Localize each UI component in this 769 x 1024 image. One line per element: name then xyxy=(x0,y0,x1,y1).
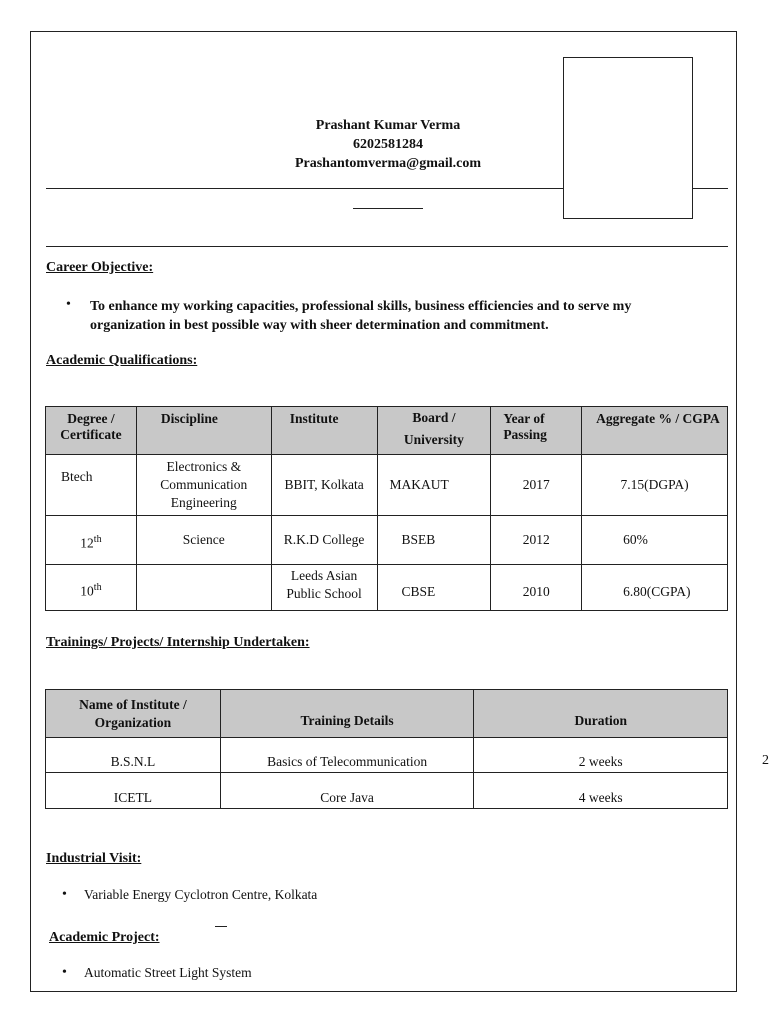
header-rule-short xyxy=(353,208,423,209)
header-degree: Degree / Certificate xyxy=(46,407,137,455)
cell-organization: ICETL xyxy=(46,773,221,809)
cell-organization: B.S.N.L xyxy=(46,738,221,773)
cell-degree: Btech xyxy=(46,455,137,516)
cell-aggregate: 6.80(CGPA) xyxy=(582,565,728,611)
academic-project-title: Academic Project: xyxy=(49,930,160,945)
cell-year: 2017 xyxy=(491,455,582,516)
candidate-name: Prashant Kumar Verma xyxy=(315,118,461,133)
cell-discipline: Science xyxy=(136,516,271,565)
header-year: Year of Passing xyxy=(491,407,582,455)
header-rule-right xyxy=(693,188,728,189)
cell-institute: BBIT, Kolkata xyxy=(271,455,377,516)
cell-institute: Leeds Asian Public School xyxy=(271,565,377,611)
academic-header-row xyxy=(46,407,728,455)
cell-duration: 2 weeks xyxy=(474,738,728,773)
trainings-header-row xyxy=(46,690,728,738)
cell-degree: 12th xyxy=(46,516,137,565)
header-divider xyxy=(46,246,728,247)
cell-duration: 4 weeks xyxy=(474,773,728,809)
academic-table xyxy=(45,406,728,611)
academic-qualifications-title: Academic Qualifications: xyxy=(46,353,198,368)
cell-institute: R.K.D College xyxy=(271,516,377,565)
candidate-email: Prashantomverma@gmail.com xyxy=(294,156,482,171)
header-rule-left xyxy=(46,188,563,189)
trainings-title: Trainings/ Projects/ Internship Undertaken: xyxy=(46,635,310,650)
candidate-phone: 6202581284 xyxy=(353,137,423,152)
header-board: Board / University xyxy=(377,407,491,455)
table-row xyxy=(46,773,728,809)
career-objective-title: Career Objective: xyxy=(46,260,154,275)
cell-discipline: Electronics & Communication Engineering xyxy=(136,455,271,516)
bullet-icon: • xyxy=(62,965,67,980)
header-aggregate: Aggregate % / CGPA xyxy=(582,407,728,455)
cell-board: CBSE xyxy=(377,565,491,611)
photo-placeholder xyxy=(563,57,693,219)
table-row xyxy=(46,455,728,516)
table-row xyxy=(46,565,728,611)
cell-aggregate: 60% xyxy=(582,516,728,565)
cell-aggregate: 7.15(DGPA) xyxy=(582,455,728,516)
cell-year: 2010 xyxy=(491,565,582,611)
table-row xyxy=(46,738,728,773)
trainings-table xyxy=(45,689,728,809)
header-training-details: Training Details xyxy=(220,690,474,738)
resume-header xyxy=(230,116,546,173)
cell-degree: 10th xyxy=(46,565,137,611)
header-duration: Duration xyxy=(474,690,728,738)
header-institute: Institute xyxy=(271,407,377,455)
bullet-icon: • xyxy=(66,297,71,312)
industrial-visit-title: Industrial Visit: xyxy=(46,851,142,866)
cell-board: MAKAUT xyxy=(377,455,491,516)
header-discipline: Discipline xyxy=(136,407,271,455)
cell-board: BSEB xyxy=(377,516,491,565)
academic-project-item: Automatic Street Light System xyxy=(84,965,252,980)
header-organization: Name of Institute / Organization xyxy=(46,690,221,738)
career-objective-text: To enhance my working capacities, professional skills, business efficiencies and to serve my organization in best possible way with sheer determination and commitment. xyxy=(90,299,632,333)
industrial-visit-item: Variable Energy Cyclotron Centre, Kolkata xyxy=(84,887,318,902)
stray-dash xyxy=(215,926,227,927)
bullet-icon: • xyxy=(62,887,67,902)
stray-margin-mark: 2 xyxy=(762,753,769,768)
cell-training-details: Core Java xyxy=(220,773,474,809)
cell-training-details: Basics of Telecommunication xyxy=(220,738,474,773)
cell-year: 2012 xyxy=(491,516,582,565)
table-row xyxy=(46,516,728,565)
cell-discipline xyxy=(136,565,271,611)
